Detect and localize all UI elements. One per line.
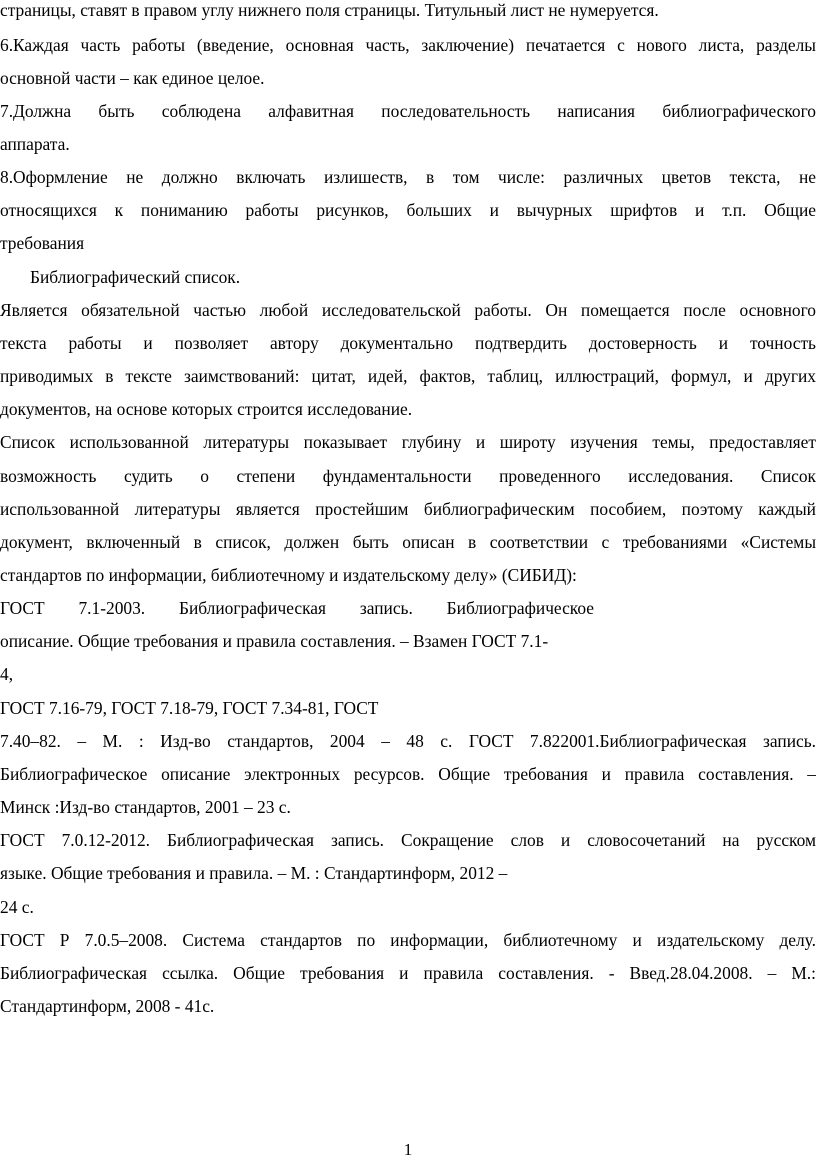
text-line: Список использованной литературы показывает глубину и широту изучения темы, предоставляет — [0, 432, 816, 452]
text-line: 6.Каждая часть работы (введение, основная часть, заключение) печатается с нового листа, разделы — [0, 35, 816, 55]
text-line: 7.Должна быть соблюдена алфавитная последовательность написания библиографического — [0, 101, 816, 121]
reference-line: 4, — [0, 664, 14, 684]
text-line: Является обязательной частью любой исследовательской работы. Он помещается после основного — [0, 300, 816, 320]
text-line: 8.Оформление не должно включать излишеств, в том числе: различных цветов текста, не — [0, 167, 816, 187]
text-line: использованной литературы является простейшим библиографическим пособием, поэтому каждый — [0, 499, 816, 519]
reference-line: Стандартинформ, 2008 - 41с. — [0, 996, 215, 1016]
text-line: относящихся к пониманию работы рисунков, больших и вычурных шрифтов и т.п. Общие — [0, 200, 816, 220]
reference-line: языке. Общие требования и правила. – М. : Стандартинформ, 2012 – — [0, 863, 508, 883]
reference-line: 7.40–82. – М. : Изд-во стандартов, 2004 – 48 с. ГОСТ 7.822001.Библиографическая запись. — [0, 731, 816, 751]
section-heading: Библиографический список. — [30, 267, 241, 287]
reference-line: Библиографическая ссылка. Общие требования и правила составления. - Введ.28.04.2008. – М.: — [0, 963, 816, 983]
text-line: стандартов по информации, библиотечному и издательскому делу» (СИБИД): — [0, 565, 577, 585]
reference-line: ГОСТ 7.0.12-2012. Библиографическая запись. Сокращение слов и словосочетаний на русском — [0, 830, 816, 850]
text-line: приводимых в тексте заимствований: цитат, идей, фактов, таблиц, иллюстраций, формул, и других — [0, 366, 816, 386]
text-line: требования — [0, 233, 85, 253]
text-line: страницы, ставят в правом углу нижнего поля страницы. Титульный лист не нумеруется. — [0, 0, 659, 20]
page-number: 1 — [403, 1140, 413, 1159]
text-line: основной части – как единое целое. — [0, 68, 265, 88]
reference-line: описание. Общие требования и правила составления. – Взамен ГОСТ 7.1- — [0, 631, 549, 651]
reference-line: Минск :Изд-во стандартов, 2001 – 23 с. — [0, 797, 291, 817]
reference-line: Библиографическое описание электронных ресурсов. Общие требования и правила составления. – — [0, 764, 816, 784]
reference-line: ГОСТ 7.1-2003. Библиографическая запись. Библиографическое — [0, 598, 594, 618]
reference-line: 24 с. — [0, 897, 34, 917]
text-line: возможность судить о степени фундаментальности проведенного исследования. Список — [0, 466, 816, 486]
text-line: документов, на основе которых строится исследование. — [0, 399, 413, 419]
text-line: текста работы и позволяет автору документально подтвердить достоверность и точность — [0, 333, 816, 353]
reference-line: ГОСТ 7.16-79, ГОСТ 7.18-79, ГОСТ 7.34-81, ГОСТ — [0, 698, 379, 718]
text-line: аппарата. — [0, 134, 70, 154]
reference-line: ГОСТ Р 7.0.5–2008. Система стандартов по информации, библиотечному и издательскому делу. — [0, 930, 816, 950]
text-line: документ, включенный в список, должен быть описан в соответствии с требованиями «Системы — [0, 532, 816, 552]
